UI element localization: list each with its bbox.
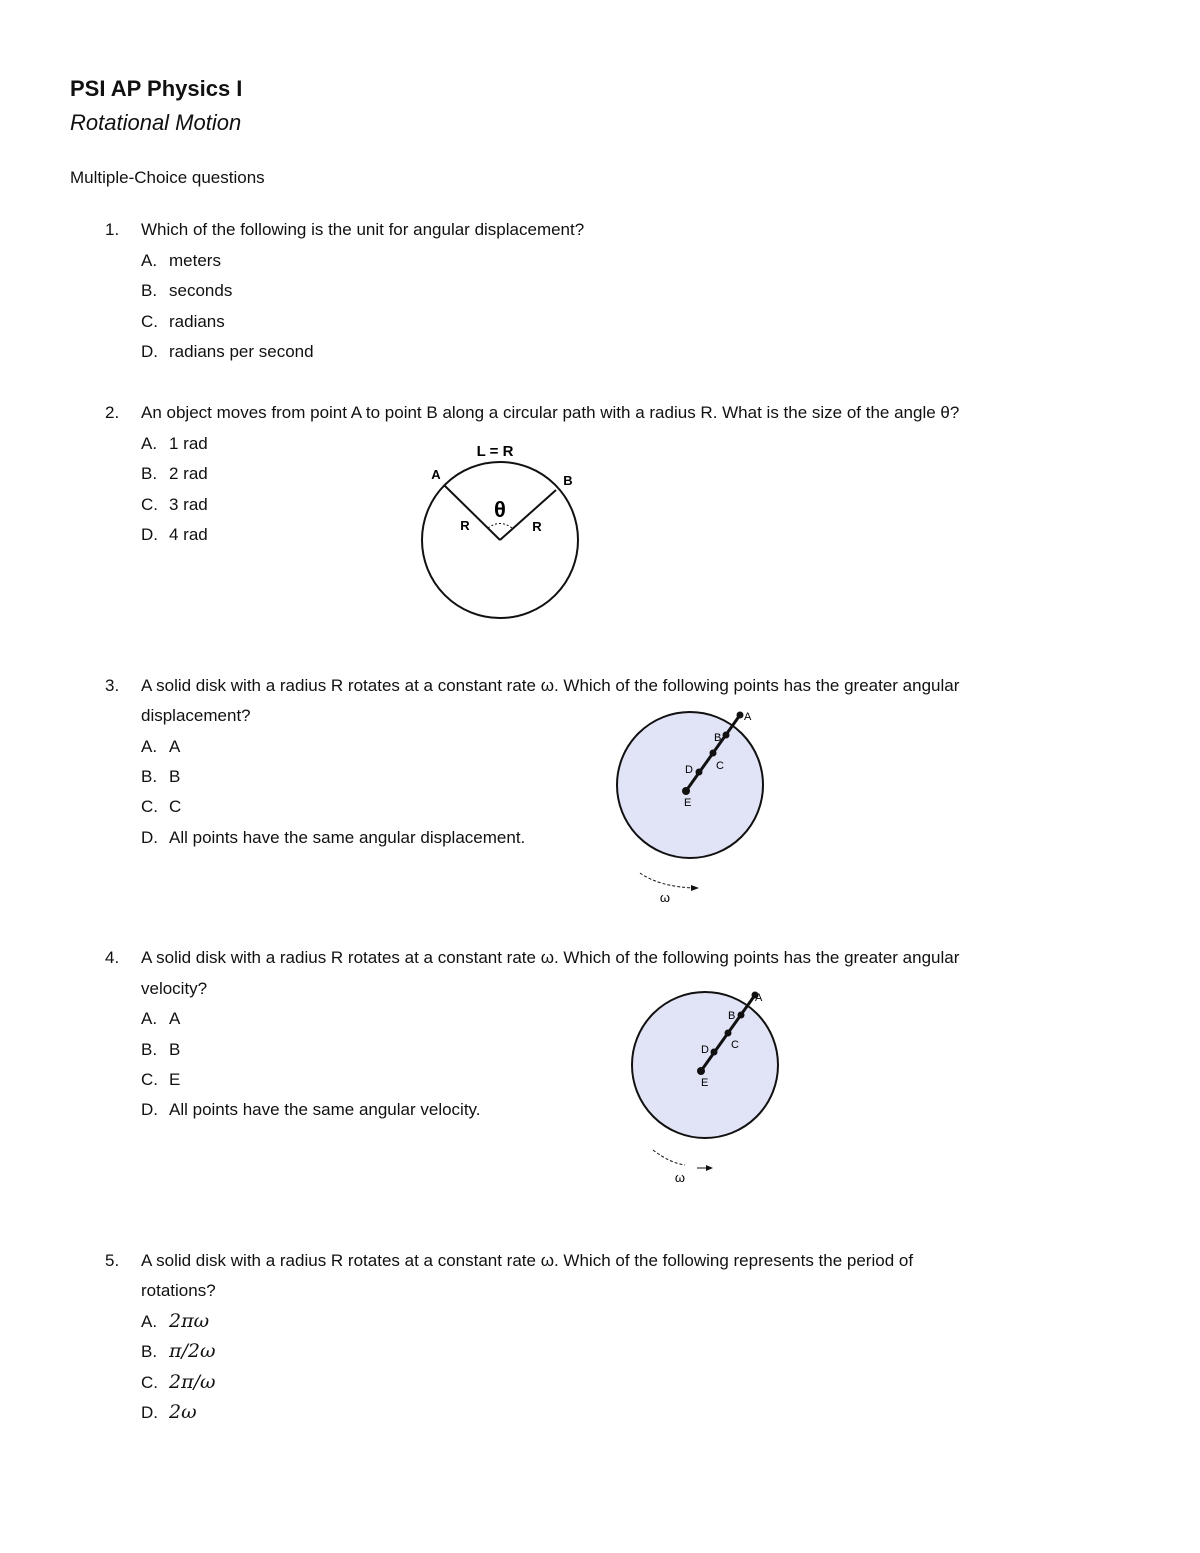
point-e	[682, 787, 690, 795]
option-letter: B.	[141, 767, 158, 786]
option-text: E	[169, 1070, 181, 1089]
option-c	[141, 1070, 180, 1090]
point-b	[723, 732, 730, 739]
option-a	[141, 251, 221, 271]
question-number: 1.	[105, 220, 120, 239]
option-text: A	[169, 737, 181, 756]
arc-label: L = R	[476, 443, 514, 460]
label-d: D	[685, 764, 693, 776]
rotation-arrow	[653, 1150, 685, 1165]
circle-arc-figure	[400, 435, 600, 635]
point-c	[710, 750, 717, 757]
option-letter: A.	[141, 737, 158, 756]
option-letter: D.	[141, 525, 158, 544]
option-letter: A.	[141, 1009, 158, 1028]
angle-label: θ	[494, 497, 506, 522]
omega-label: ω	[674, 1170, 686, 1185]
option-d	[141, 828, 525, 848]
option-b	[141, 281, 232, 301]
option-text: 2ω	[169, 1401, 197, 1423]
option-c	[141, 495, 208, 515]
option-letter: A.	[141, 434, 158, 453]
question-number: 4.	[105, 948, 120, 967]
option-letter: C.	[141, 312, 158, 331]
option-a	[141, 737, 180, 757]
option-d	[141, 1100, 481, 1120]
question-number: 2.	[105, 403, 120, 422]
option-text: C	[169, 797, 182, 816]
option-text: All points have the same angular velocity.	[169, 1100, 481, 1119]
question-text-line-1: A solid disk with a radius R rotates at a constant rate ω. Which of the following points has the greater angular	[141, 676, 960, 695]
option-text: A	[169, 1009, 181, 1028]
option-letter: B.	[141, 1040, 158, 1059]
option-c	[141, 312, 225, 332]
radius-right-label: R	[532, 519, 542, 534]
point-b	[738, 1012, 745, 1019]
option-text: 3 rad	[169, 495, 208, 514]
point-d	[711, 1049, 718, 1056]
question-text-line-1: A solid disk with a radius R rotates at a constant rate ω. Which of the following represents the period of	[141, 1251, 914, 1270]
document-subtitle: Rotational Motion	[70, 110, 242, 135]
arrow-head	[706, 1165, 713, 1171]
option-text: All points have the same angular displacement.	[169, 828, 526, 847]
option-letter: C.	[141, 797, 158, 816]
option-d	[141, 525, 208, 545]
option-text: radians per second	[169, 342, 314, 361]
question-text: Which of the following is the unit for angular displacement?	[141, 220, 585, 239]
option-letter: B.	[141, 1342, 158, 1361]
disk-figure-q4	[625, 985, 795, 1190]
point-e	[697, 1067, 705, 1075]
option-a	[141, 1009, 180, 1029]
rotation-arrow	[640, 873, 695, 888]
option-a	[141, 434, 208, 454]
option-d	[141, 1401, 197, 1423]
question-text-line-2: velocity?	[141, 979, 208, 998]
label-a: A	[755, 992, 763, 1004]
label-c: C	[716, 760, 724, 772]
point-b-label: B	[563, 473, 573, 488]
option-letter: A.	[141, 1312, 158, 1331]
point-a	[737, 712, 744, 719]
label-d: D	[701, 1044, 709, 1056]
label-b: B	[728, 1010, 736, 1022]
option-letter: C.	[141, 495, 158, 514]
option-letter: C.	[141, 1373, 158, 1392]
point-c	[725, 1030, 732, 1037]
option-letter: B.	[141, 464, 158, 483]
question-number: 5.	[105, 1251, 120, 1270]
option-text: 1 rad	[169, 434, 208, 453]
question-number: 3.	[105, 676, 120, 695]
angle-arc	[488, 524, 512, 529]
option-b	[141, 464, 208, 484]
option-b	[141, 1040, 180, 1060]
section-heading: Multiple-Choice questions	[70, 168, 265, 187]
option-text: 2π/ω	[169, 1371, 216, 1393]
option-text: meters	[169, 251, 221, 270]
option-c	[141, 1371, 215, 1393]
document-title: PSI AP Physics I	[70, 76, 243, 101]
omega-label: ω	[659, 890, 671, 905]
question-text-line-2: rotations?	[141, 1281, 216, 1300]
label-c: C	[731, 1039, 739, 1051]
option-text: 4 rad	[169, 525, 208, 544]
label-a: A	[744, 711, 752, 723]
radius-line-b	[500, 490, 556, 540]
option-b	[141, 767, 180, 787]
radius-left-label: R	[460, 518, 470, 533]
option-b	[141, 1340, 215, 1362]
option-letter: B.	[141, 281, 158, 300]
option-letter: D.	[141, 1403, 158, 1422]
option-text: 2πω	[169, 1310, 210, 1332]
disk-figure-q3	[610, 705, 780, 910]
option-letter: A.	[141, 251, 158, 270]
option-c	[141, 797, 181, 817]
radius-line-a	[444, 485, 500, 540]
label-b: B	[714, 732, 722, 744]
point-a-label: A	[431, 467, 441, 482]
option-text: π/2ω	[169, 1340, 216, 1362]
arrow-head	[691, 885, 699, 891]
question-text: An object moves from point A to point B along a circular path with a radius R. What is the size of the angle θ?	[141, 403, 960, 422]
point-d	[696, 769, 703, 776]
label-e: E	[684, 797, 692, 809]
question-text-line-2: displacement?	[141, 706, 251, 725]
option-text: seconds	[169, 281, 233, 300]
option-text: B	[169, 1040, 181, 1059]
option-text: 2 rad	[169, 464, 208, 483]
option-letter: D.	[141, 828, 158, 847]
question-text-line-1: A solid disk with a radius R rotates at a constant rate ω. Which of the following points has the greater angular	[141, 948, 960, 967]
option-text: B	[169, 767, 181, 786]
label-e: E	[701, 1077, 709, 1089]
option-letter: D.	[141, 342, 158, 361]
option-a	[141, 1310, 209, 1332]
option-d	[141, 342, 314, 362]
option-text: radians	[169, 312, 225, 331]
option-letter: C.	[141, 1070, 158, 1089]
option-letter: D.	[141, 1100, 158, 1119]
